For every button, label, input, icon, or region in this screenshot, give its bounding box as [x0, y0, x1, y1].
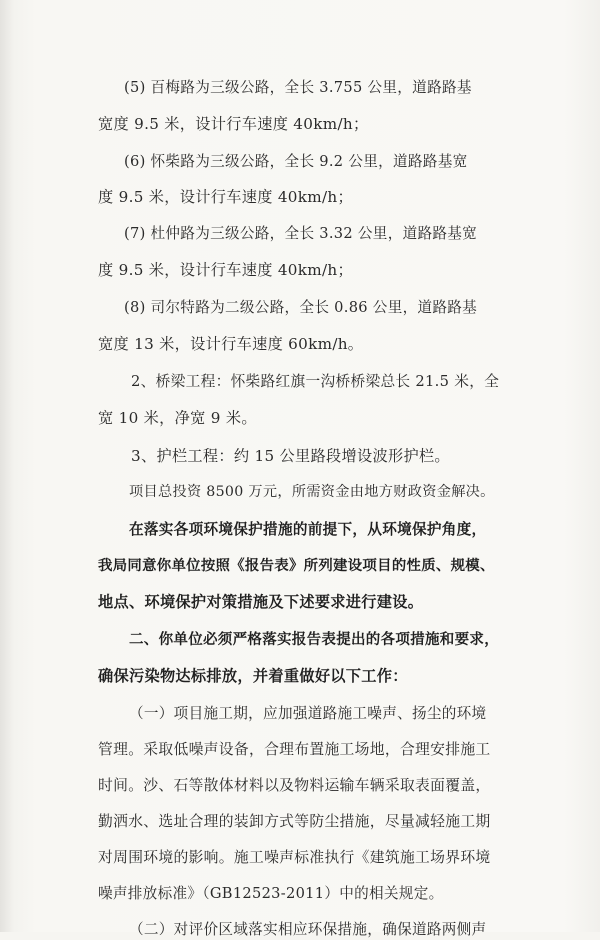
text-line: 噪声排放标准》（GB12523-2011）中的相关规定。: [98, 885, 444, 902]
text-line: 3、护栏工程：约 15 公里路段增设波形护栏。: [131, 447, 450, 465]
text-line: 2、桥梁工程：怀柴路红旗一沟桥桥梁总长 21.5 米，全: [131, 373, 500, 390]
page-edge-shadow: [0, 0, 14, 932]
text-line: 我局同意你单位按照《报告表》所列建设项目的性质、规模、: [98, 557, 495, 574]
text-line: （一）项目施工期，应加强道路施工噪声、扬尘的环境: [129, 705, 487, 722]
text-line: 宽度 13 米，设计行车速度 60km/h。: [98, 335, 364, 353]
text-line: 度 9.5 米，设计行车速度 40km/h；: [98, 188, 353, 206]
text-line: 二、你单位必须严格落实报告表提出的各项措施和要求，: [129, 631, 499, 648]
text-line: 对周围环境的影响。施工噪声标准执行《建筑施工场界环境: [98, 849, 491, 866]
text-line: 宽度 9.5 米，设计行车速度 40km/h；: [98, 115, 369, 133]
text-line: 确保污染物达标排放，并着重做好以下工作：: [98, 667, 408, 685]
text-line: 宽 10 米，净宽 9 米。: [98, 409, 257, 427]
text-line: (5) 百梅路为三级公路，全长 3.755 公里，道路路基: [124, 79, 472, 96]
text-line: 项目总投资 8500 万元，所需资金由地方财政资金解决。: [129, 484, 495, 500]
text-line: 度 9.5 米，设计行车速度 40km/h；: [98, 261, 353, 279]
text-line: (8) 司尔特路为二级公路，全长 0.86 公里，道路路基: [124, 299, 478, 316]
bleed-through-mark: [518, 95, 596, 164]
text-line: 在落实各项环境保护措施的前提下，从环境保护角度，: [129, 521, 487, 538]
text-line: 管理。采取低噪声设备，合理布置施工场地，合理安排施工: [98, 741, 491, 758]
text-line: 地点、环境保护对策措施及下述要求进行建设。: [98, 593, 424, 611]
text-line: (6) 怀柴路为三级公路，全长 9.2 公里，道路路基宽: [124, 153, 468, 170]
text-line: 勤洒水、选址合理的装卸方式等防尘措施，尽量减轻施工期: [98, 813, 491, 830]
text-line: （二）对评价区域落实相应环保措施，确保道路两侧声: [129, 921, 487, 938]
text-line: (7) 杜仲路为三级公路，全长 3.32 公里，道路路基宽: [124, 225, 478, 242]
text-line: 时间。沙、石等散体材料以及物料运输车辆采取表面覆盖，: [98, 777, 491, 794]
